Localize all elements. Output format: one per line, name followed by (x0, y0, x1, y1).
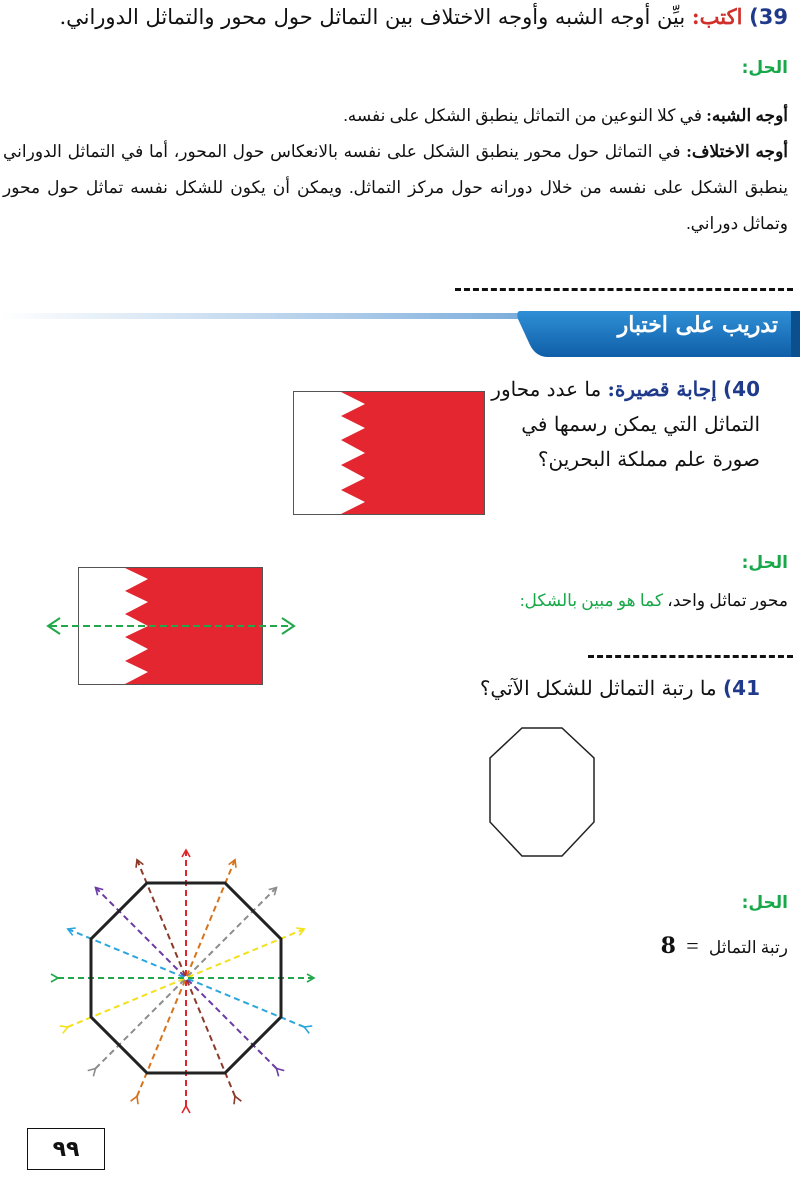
octagon-figure (482, 724, 600, 864)
difference-label: أوجه الاختلاف: (686, 142, 788, 161)
octagon-symmetry-axes-diagram (48, 842, 328, 1122)
question-40-number: 40) (723, 377, 760, 401)
banner-title: تدريب على اختبار (617, 312, 778, 338)
question-41-text: ما رتبة التماثل للشكل الآتي؟ (479, 676, 717, 700)
similarity-label: أوجه الشبه: (706, 106, 788, 125)
question-39-text: بيِّن أوجه الشبه وأوجه الاختلاف بين التماثل حول محور والتماثل الدوراني. (59, 5, 686, 29)
solution-label-41: الحل: (741, 893, 788, 913)
q41-answer-value: 8 (660, 933, 676, 959)
question-39-keyword: اكتب: (691, 4, 743, 29)
solution-label-39: الحل: (741, 58, 788, 78)
q41-answer (488, 928, 788, 966)
q39-answer (3, 98, 788, 242)
q41-answer-equals: = (686, 933, 699, 958)
section-divider (455, 288, 793, 291)
q40-answer-text: محور تماثل واحد، (667, 591, 788, 610)
q41-answer-text: رتبة التماثل (708, 938, 788, 957)
question-40-keyword: إجابة قصيرة: (607, 377, 717, 401)
q40-answer (288, 583, 788, 619)
section-divider-2 (588, 655, 793, 658)
q40-answer-green: كما هو مبين بالشكل: (519, 591, 663, 610)
bahrain-flag-question (293, 391, 485, 515)
question-41-number: 41) (723, 676, 760, 700)
question-40-text-1: ما عدد محاور (491, 377, 602, 401)
similarity-text: في كلا النوعين من التماثل ينطبق الشكل على نفسه. (343, 106, 702, 125)
test-practice-banner (0, 305, 800, 357)
difference-paragraph (3, 134, 788, 242)
solution-label-40: الحل: (741, 553, 788, 573)
question-40-text-2: التماثل التي يمكن رسمها في (521, 412, 760, 436)
bahrain-flag-axis-diagram (40, 560, 310, 690)
question-39-number: 39) (749, 5, 788, 29)
question-41 (480, 676, 760, 700)
difference-text: في التماثل حول محور ينطبق الشكل على نفسه بالانعكاس حول المحور، أما في التماثل الدوراني ينطبق الشكل على نفسه من خلال دورانه حول مركز التماثل. ويمكن أن يكون للشكل نفسه تماثل حول محور وتماثل دوراني. (3, 142, 788, 233)
question-39 (8, 4, 788, 29)
page-number-box: ٩٩ (27, 1128, 105, 1170)
similarity-line (3, 98, 788, 134)
question-40-text-3: صورة علم مملكة البحرين؟ (537, 447, 760, 471)
